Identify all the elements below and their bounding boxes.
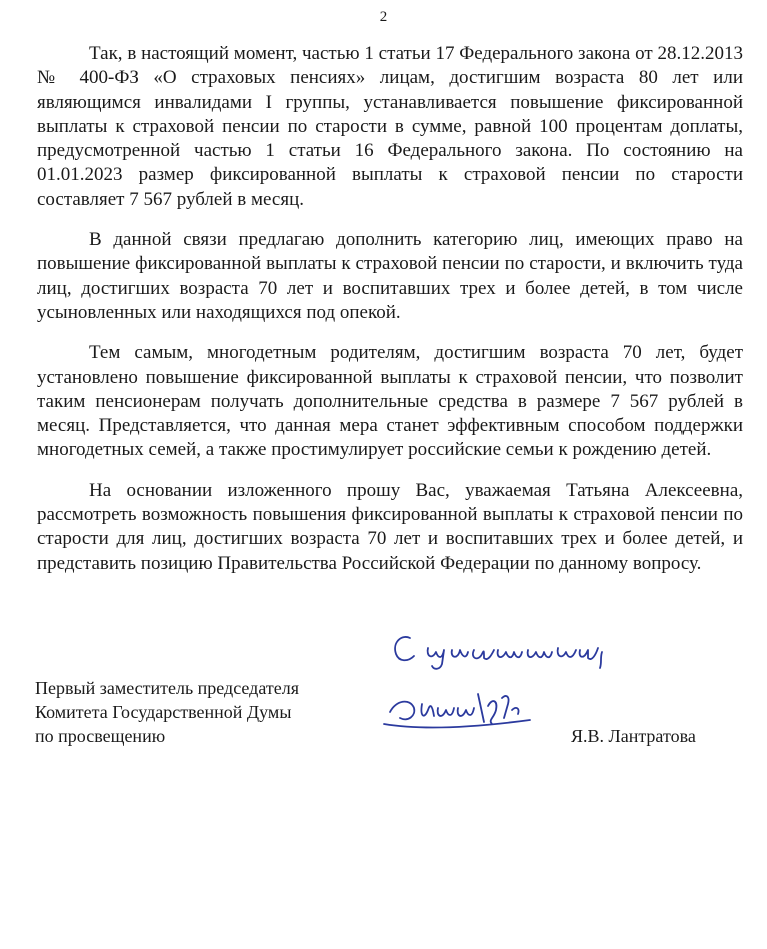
paragraph: На основании изложенного прошу Вас, уважаемая Татьяна Алексеевна, рассмотреть возможность повышения фиксированной выплаты к страховой пенсии по старости для лиц, достигших возраста 70 лет и воспитавших трех и более детей, и представить позицию Правительства Российской Федерации по данному вопросу. [37, 479, 743, 574]
signatory-title-line: Первый заместитель председателя [35, 678, 299, 698]
page-number: 2 [379, 9, 388, 25]
paragraph: В данной связи предлагаю дополнить категорию лиц, имеющих право на повышение фиксированной выплаты к страховой пенсии по старости, и включить туда лиц, достигших возраста 70 лет и воспитавших трех и более детей, в том числе усыновленных или находящихся под опекой. [37, 229, 743, 323]
signatory-title-line: по просвещению [35, 726, 166, 746]
letter-body [37, 42, 743, 576]
signatory-title [35, 676, 299, 748]
signatory-name: Я.В. Лантратова [571, 726, 696, 746]
handwritten-signature [380, 620, 630, 740]
paragraph: Тем самым, многодетным родителям, достигшим возраста 70 лет, будет установлено повышение фиксированной выплаты к страховой пенсии, что позволит таким пенсионерам получать дополнительные средства в размере 7 567 рублей в месяц. Представляется, что данная мера станет эффективным способом поддержки многодетных семей, а также простимулирует российские семьи к рождению детей. [37, 342, 743, 461]
signatory-title-line: Комитета Государственной Думы [35, 702, 292, 722]
paragraph: Так, в настоящий момент, частью 1 статьи 17 Федерального закона от 28.12.2013 № 400-ФЗ «О страховых пенсиях» лицам, достигшим возраста 80 лет или являющимся инвалидами I группы, устанавливается повышение фиксированной выплаты к страховой пенсии по старости в сумме, равной 100 процентам доплаты, предусмотренной частью 1 статьи 16 Федерального закона. По состоянию на 01.01.2023 размер фиксированной выплаты к страховой пенсии по старости составляет 7 567 рублей в месяц. [37, 43, 743, 210]
